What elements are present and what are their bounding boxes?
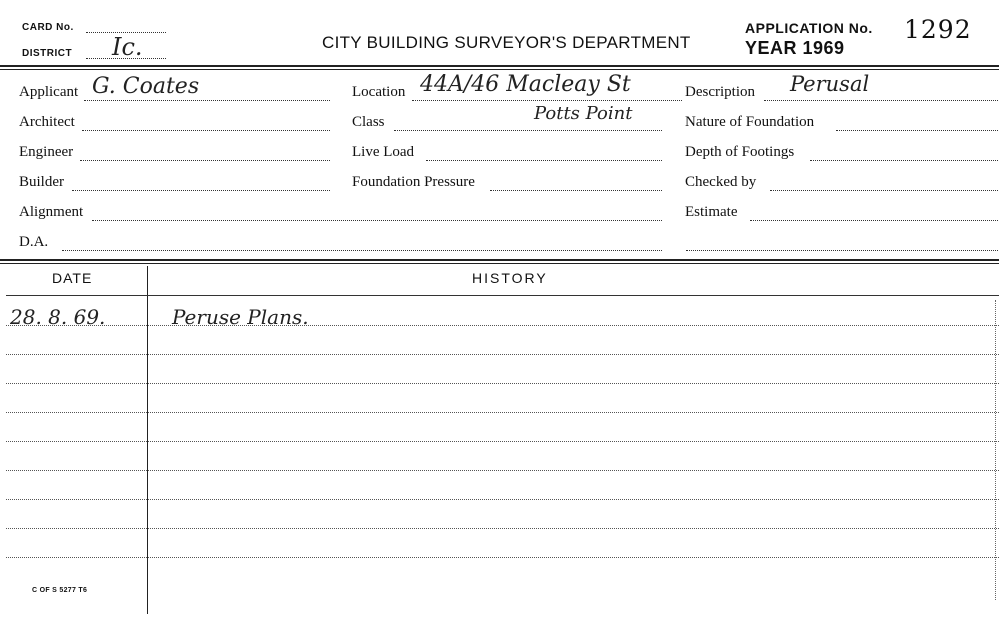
description-value: Perusal [790, 72, 870, 96]
estimate-line [750, 220, 998, 221]
right-edge [995, 300, 997, 600]
depth-label: Depth of Footings [685, 144, 795, 160]
history-rule [0, 259, 999, 261]
history-row-line [6, 383, 999, 384]
da-label: D.A. [19, 234, 49, 250]
location-value-2: Potts Point [534, 103, 633, 124]
card-no-label: CARD No. [22, 22, 74, 33]
history-row-line [6, 557, 999, 558]
history-row-line [6, 412, 999, 413]
location-line [412, 100, 682, 101]
district-value: Ic. [112, 33, 143, 61]
architect-line [82, 130, 330, 131]
history-row-line [6, 528, 999, 529]
class-label: Class [352, 114, 385, 130]
engineer-line [80, 160, 330, 161]
department-title: CITY BUILDING SURVEYOR'S DEPARTMENT [322, 33, 691, 52]
location-label: Location [352, 84, 406, 100]
estimate-label: Estimate [685, 204, 738, 220]
history-header: HISTORY [472, 270, 548, 286]
top-rule-2 [0, 69, 999, 70]
architect-label: Architect [19, 114, 75, 130]
history-row-line [6, 325, 999, 326]
description-label: Description [685, 84, 755, 100]
alignment-label: Alignment [19, 204, 84, 220]
live-load-label: Live Load [352, 144, 415, 160]
checked-label: Checked by [685, 174, 757, 190]
date-header: DATE [52, 270, 93, 286]
depth-line [810, 160, 998, 161]
checked-line [770, 190, 998, 191]
history-row-line [6, 499, 999, 500]
form-code: C OF S 5277 T6 [32, 587, 88, 594]
top-rule [0, 65, 999, 67]
location-value: 44A/46 Macleay St [420, 72, 631, 97]
date-divider [147, 266, 148, 614]
history-rule-2 [0, 263, 999, 264]
description-line [764, 100, 998, 101]
engineer-label: Engineer [19, 144, 74, 160]
nature-line [836, 130, 998, 131]
application-number: 1292 [904, 15, 972, 44]
extra-line [686, 250, 998, 251]
history-row-line [6, 441, 999, 442]
applicant-line [84, 100, 330, 101]
nature-label: Nature of Foundation [685, 114, 815, 130]
live-load-line [426, 160, 662, 161]
history-row-line [6, 354, 999, 355]
foundation-pressure-label: Foundation Pressure [352, 174, 475, 190]
builder-label: Builder [19, 174, 64, 190]
applicant-value: G. Coates [92, 74, 200, 99]
builder-line [72, 190, 330, 191]
district-label: DISTRICT [22, 48, 73, 59]
history-entry-date: 28. 8. 69. [10, 305, 106, 329]
application-label: APPLICATION No. [745, 20, 873, 36]
applicant-label: Applicant [19, 84, 79, 100]
history-header-line [6, 295, 999, 296]
year-label: YEAR 1969 [745, 38, 845, 58]
history-row-line [6, 470, 999, 471]
alignment-line [92, 220, 662, 221]
class-line [394, 130, 662, 131]
da-line [62, 250, 662, 251]
foundation-pressure-line [490, 190, 662, 191]
history-entry-text: Peruse Plans. [172, 305, 309, 329]
